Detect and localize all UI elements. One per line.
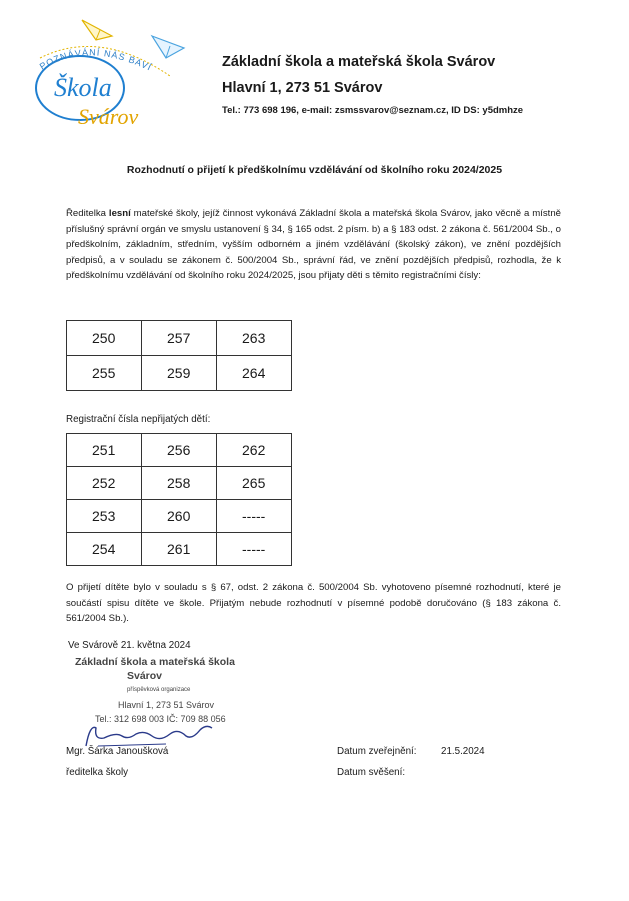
table-cell: 254 bbox=[67, 533, 142, 566]
table-cell: 263 bbox=[217, 321, 292, 356]
table-cell: 259 bbox=[142, 356, 217, 391]
intro-before: Ředitelka bbox=[66, 208, 109, 219]
rejected-table bbox=[66, 433, 292, 566]
table-cell: 258 bbox=[142, 467, 217, 500]
table-cell: 264 bbox=[217, 356, 292, 391]
table-cell: 257 bbox=[142, 321, 217, 356]
table-cell: 256 bbox=[142, 434, 217, 467]
stamp-line-2: Svárov bbox=[127, 670, 163, 682]
table-row bbox=[67, 533, 292, 566]
table-cell: 261 bbox=[142, 533, 217, 566]
table-cell: 255 bbox=[67, 356, 142, 391]
place-date: Ve Svárově 21. května 2024 bbox=[68, 640, 191, 651]
table-cell: 250 bbox=[67, 321, 142, 356]
closing-paragraph: O přijetí dítěte bylo v souladu s § 67, odst. 2 zákona č. 500/2004 Sb. vyhotoveno písemné rozhodnutí, které je součástí spisu dítěte ve škole. Přijatým nebude rozhodnutí v písemné podobě doručováno (§ 183 zákona č. 561/2004 Sb.). bbox=[66, 582, 561, 625]
school-contact: Tel.: 773 698 196, e-mail: zsmssvarov@seznam.cz, ID DS: y5dmhze bbox=[222, 105, 524, 116]
table-cell: 252 bbox=[67, 467, 142, 500]
stamp-line-5: Tel.: 312 698 003 IČ: 709 88 056 bbox=[95, 714, 226, 724]
removed-label: Datum svěšení: bbox=[337, 767, 406, 778]
table-row bbox=[67, 467, 292, 500]
table-cell: ----- bbox=[217, 533, 292, 566]
table-row bbox=[67, 500, 292, 533]
signatory-name: Mgr. Šárka Janoušková bbox=[66, 746, 169, 757]
signatory-role: ředitelka školy bbox=[66, 767, 129, 778]
rejected-caption: Registrační čísla nepřijatých dětí: bbox=[66, 414, 211, 425]
accepted-table bbox=[66, 320, 292, 391]
table-cell: ----- bbox=[217, 500, 292, 533]
table-row bbox=[67, 321, 292, 356]
published-label: Datum zveřejnění: bbox=[337, 746, 417, 757]
svg-text:POZNÁVÁNÍ NÁS BAVÍ bbox=[38, 47, 154, 72]
table-cell: 262 bbox=[217, 434, 292, 467]
logo-word-svarov: Svárov bbox=[78, 104, 139, 129]
table-cell: 253 bbox=[67, 500, 142, 533]
document-title: Rozhodnutí o přijetí k předškolnímu vzdělávání od školního roku 2024/2025 bbox=[126, 164, 503, 176]
intro-paragraph bbox=[66, 206, 561, 284]
intro-after: mateřské školy, jejíž činnost vykonává Základní škola a mateřská škola Svárov, jako věcně a místně příslušný správní orgán ve smyslu ustanovení § 34, § 165 odst. 2 písm. b) a § 183 odst. 2 zákona č. 561/2004 Sb., o předškolním, základním, středním, vyšším odborném a jiném vzdělávání (školský zákon), ve znění pozdějších předpisů, a v souladu se zákonem č. 500/2004 Sb., správní řád, ve znění pozdějších předpisů, rozhodla, že k předškolnímu vzdělávání od školního roku 2024/2025, jsou přijaty děti s těmito registračními čísly: bbox=[66, 208, 562, 282]
table-row bbox=[67, 356, 292, 391]
table-cell: 251 bbox=[67, 434, 142, 467]
stamp-line-3: příspěvková organizace bbox=[127, 687, 191, 693]
paper-plane-icon bbox=[152, 36, 184, 58]
logo-arc-text: POZNÁVÁNÍ NÁS BAVÍ bbox=[37, 47, 154, 73]
school-address: Hlavní 1, 273 51 Svárov bbox=[222, 80, 383, 96]
school-name: Základní škola a mateřská škola Svárov bbox=[222, 54, 496, 70]
stamp-line-1: Základní škola a mateřská škola bbox=[75, 656, 235, 668]
published-value: 21.5.2024 bbox=[441, 746, 485, 757]
logo-word-skola: Škola bbox=[54, 73, 112, 102]
stamp-line-4: Hlavní 1, 273 51 Svárov bbox=[118, 700, 215, 710]
table-row bbox=[67, 434, 292, 467]
school-logo bbox=[20, 18, 210, 133]
table-cell: 260 bbox=[142, 500, 217, 533]
table-cell: 265 bbox=[217, 467, 292, 500]
intro-bold: lesní bbox=[108, 208, 131, 219]
